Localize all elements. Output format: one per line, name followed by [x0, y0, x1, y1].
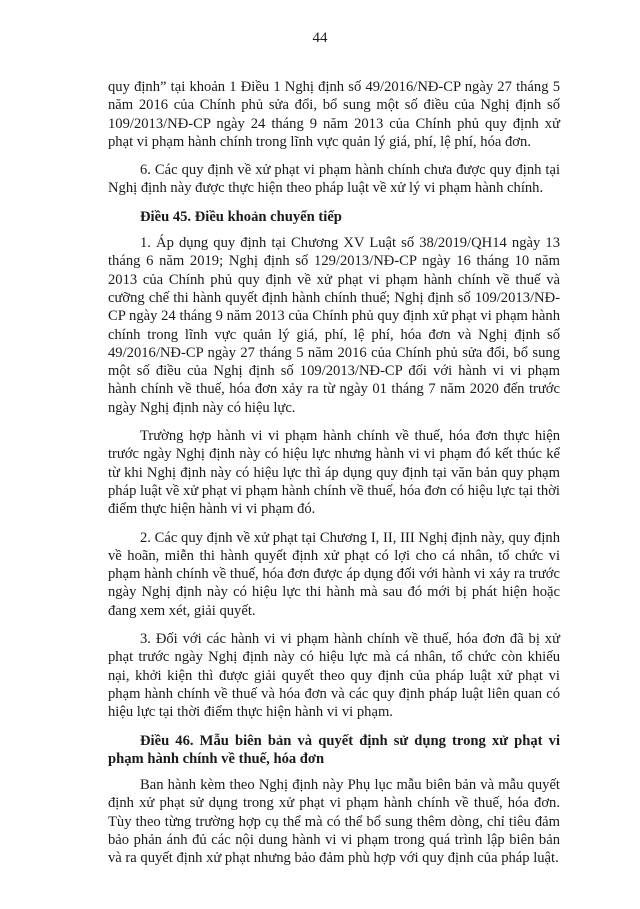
article-heading-46: Điều 46. Mẫu biên bản và quyết định sử dụng trong xử phạt vi phạm hành chính về thuế, hóa đơn [108, 732, 560, 767]
paragraph: 1. Áp dụng quy định tại Chương XV Luật số 38/2019/QH14 ngày 13 tháng 6 năm 2019; Nghị định số 129/2013/NĐ-CP ngày 16 tháng 10 năm 2013 của Chính phủ quy định về xử phạt vi phạm hành chính về thuế và cưỡng chế thi hành quyết định hành chính thuế; Nghị định số 109/2013/NĐ-CP ngày 24 tháng 9 năm 2013 của Chính phủ quy định xử phạt vi phạm hành chính trong lĩnh vực quản lý giá, phí, lệ phí, hóa đơn và Nghị định số 49/2016/NĐ-CP ngày 27 tháng 5 năm 2016 của Chính phủ sửa đổi, bổ sung một số điều của Nghị định số 109/2013/NĐ-CP đối với hành vi vi phạm hành chính về thuế, hóa đơn xảy ra từ ngày 01 tháng 7 năm 2020 đến trước ngày Nghị định này có hiệu lực. [108, 235, 560, 416]
page-number: 44 [312, 30, 328, 46]
paragraph: 2. Các quy định về xử phạt tại Chương I, II, III Nghị định này, quy định về hoãn, miễn thi hành quyết định xử phạt có lợi cho cá nhân, tổ chức vi phạm hành chính về thuế, hóa đơn được áp dụng đối với hành vi xảy ra trước ngày Nghị định này có hiệu lực thi hành mà sau đó mới bị phát hiện hoặc đang xem xét, giải quyết. [108, 529, 560, 619]
document-body [108, 78, 560, 878]
paragraph: Ban hành kèm theo Nghị định này Phụ lục mẫu biên bản và mẫu quyết định xử phạt sử dụng trong xử phạt vi phạm hành chính về thuế, hóa đơn. Tùy theo từng trường hợp cụ thể mà có thể bổ sung thêm dòng, chỉ tiêu đảm bảo phản ánh đủ các nội dung hành vi vi phạm trong quá trình lập biên bản và ra quyết định xử phạt nhưng bảo đảm phù hợp với quy định của pháp luật. [108, 777, 560, 867]
paragraph: Trường hợp hành vi vi phạm hành chính về thuế, hóa đơn thực hiện trước ngày Nghị định này có hiệu lực nhưng hành vi vi phạm đó kết thúc kể từ khi Nghị định này có hiệu lực thì áp dụng quy định tại văn bản quy phạm pháp luật về xử phạt vi phạm hành chính về thuế, hóa đơn có hiệu lực tại thời điểm thực hiện hành vi vi phạm đó. [108, 428, 560, 518]
paragraph: 3. Đối với các hành vi vi phạm hành chính về thuế, hóa đơn đã bị xử phạt trước ngày Nghị định này có hiệu lực mà cá nhân, tổ chức còn khiếu nại, khởi kiện thì được giải quyết theo quy định của pháp luật xử phạt vi phạm hành chính về thuế và hóa đơn và các quy định pháp luật liên quan có hiệu lực tại thời điểm thực hiện hành vi vi phạm. [108, 631, 560, 721]
article-heading-45: Điều 45. Điều khoản chuyển tiếp [140, 208, 342, 225]
paragraph: 6. Các quy định về xử phạt vi phạm hành chính chưa được quy định tại Nghị định này được thực hiện theo pháp luật về xử lý vi phạm hành chính. [108, 162, 560, 197]
paragraph-continued: quy định” tại khoản 1 Điều 1 Nghị định số 49/2016/NĐ-CP ngày 27 tháng 5 năm 2016 của Chính phủ sửa đổi, bổ sung một số điều của Nghị định số 109/2013/NĐ-CP ngày 24 tháng 9 năm 2013 của Chính phủ quy định xử phạt vi phạm hành chính trong lĩnh vực quản lý giá, phí, lệ phí, hóa đơn. [108, 79, 560, 150]
